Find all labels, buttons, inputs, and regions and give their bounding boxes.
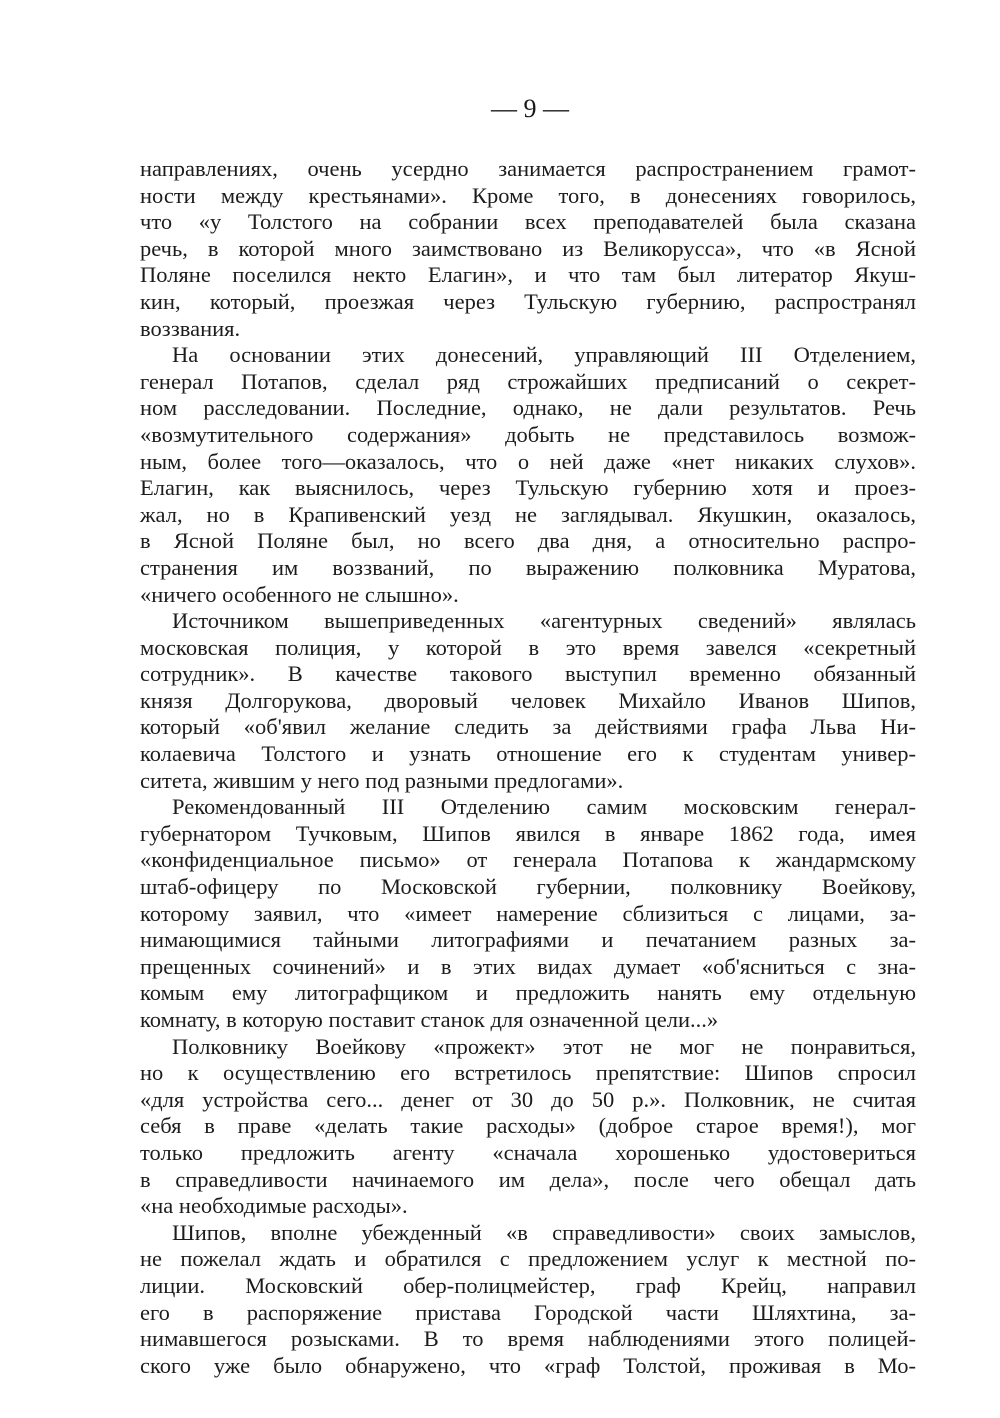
text-line: Рекомендованный III Отделению самим московским генерал-: [172, 794, 916, 820]
text-line: «конфиденциальное письмо» от генерала Потапова к жандармскому: [140, 847, 916, 873]
paragraph: [140, 342, 916, 608]
text-line: ского уже было обнаружено, что «граф Толстой, проживая в Мо-: [140, 1352, 916, 1378]
text-line: «для устройства сего... денег от 30 до 50 р.». Полковник, не считая: [140, 1086, 916, 1112]
paragraph: [140, 608, 916, 794]
text-line: кин, который, проезжая через Тульскую губернию, распространял: [140, 288, 916, 314]
document-body: [140, 156, 916, 1379]
text-line: жал, но в Крапивенский уезд не заглядывал. Якушкин, оказалось,: [140, 501, 916, 527]
text-line: Елагин, как выяснилось, через Тульскую губернию хотя и проез-: [140, 475, 916, 501]
text-line: комнату, в которую поставит станок для означенной цели...»: [140, 1007, 719, 1032]
text-line: прещенных сочинений» и в этих видах думает «об'ясниться с зна-: [140, 953, 916, 979]
text-line: лиции. Московский обер-полицмейстер, граф Крейц, направил: [140, 1272, 916, 1298]
paragraph: [140, 794, 916, 1033]
text-line: которому заявил, что «имеет намерение сблизиться с лицами, за-: [140, 900, 916, 926]
text-line: Поляне поселился некто Елагин», и что там был литератор Якуш-: [140, 262, 916, 288]
text-line: ным, более того—оказалось, что о ней даже «нет никаких слухов».: [140, 448, 916, 474]
text-line: комым ему литографщиком и предложить нанять ему отдельную: [140, 980, 916, 1006]
text-line: странения им воззваний, по выражению полковника Муратова,: [140, 554, 916, 580]
text-line: «возмутительного содержания» добыть не представилось возмож-: [140, 421, 916, 447]
text-line: сотрудник». В качестве такового выступил временно обязанный: [140, 661, 916, 687]
text-line: Шипов, вполне убежденный «в справедливости» своих замыслов,: [172, 1219, 916, 1245]
page-number: — 9 —: [491, 94, 569, 123]
text-line: но к осуществлению его встретилось препятствие: Шипов спросил: [140, 1060, 916, 1086]
text-line: «на необходимые расходы».: [140, 1193, 408, 1219]
text-line: ситета, жившим у него под разными предлогами».: [140, 767, 624, 793]
text-line: колаевича Толстого и узнать отношение его к студентам универ-: [140, 741, 916, 767]
text-line: направлениях, очень усердно занимается распространением грамот-: [140, 156, 916, 181]
text-line: воззвания.: [140, 315, 241, 341]
text-line: речь, в которой много заимствовано из Великорусса», что «в Ясной: [140, 235, 916, 261]
text-line: Полковнику Воейкову «прожект» этот не мог не понравиться,: [172, 1033, 916, 1059]
text-line: нимавшегося розысками. В то время наблюдениями этого полицей-: [140, 1326, 916, 1352]
text-line: его в распоряжение пристава Городской части Шляхтина, за-: [140, 1299, 916, 1325]
text-line: который «об'явил желание следить за действиями графа Льва Ни-: [140, 714, 916, 740]
text-line: губернатором Тучковым, Шипов явился в январе 1862 года, имея: [140, 820, 916, 846]
text-line: что «у Толстого на собрании всех преподавателей была сказана: [140, 209, 916, 235]
paragraph: [140, 1220, 916, 1380]
text-line: только предложить агенту «сначала хорошенько удостовериться: [140, 1139, 916, 1165]
text-line: себя в праве «делать такие расходы» (доброе старое время!), мог: [140, 1113, 916, 1139]
text-line: в справедливости начинаемого им дела», после чего обещал дать: [140, 1166, 916, 1192]
text-line: в Ясной Поляне был, но всего два дня, а относительно распро-: [140, 528, 916, 554]
text-line: князя Долгорукова, дворовый человек Михайло Иванов Шипов,: [140, 687, 916, 713]
text-line: московская полиция, у которой в это время завелся «секретный: [140, 634, 916, 660]
text-line: не пожелал ждать и обратился с предложением услуг к местной по-: [140, 1246, 916, 1272]
paragraph: [140, 1034, 916, 1220]
text-line: нимающимися тайными литографиями и печатанием разных за-: [140, 927, 916, 953]
paragraph: [140, 156, 916, 342]
text-line: генерал Потапов, сделал ряд строжайших предписаний о секрет-: [140, 368, 916, 394]
text-line: штаб-офицеру по Московской губернии, полковнику Воейкову,: [140, 874, 916, 900]
text-line: «ничего особенного не слышно».: [140, 581, 459, 607]
text-line: ности между крестьянами». Кроме того, в донесениях говорилось,: [140, 182, 916, 208]
text-line: Источником вышеприведенных «агентурных сведений» являлась: [172, 608, 916, 634]
text-line: ном расследовании. Последние, однако, не дали результатов. Речь: [140, 395, 916, 421]
text-line: На основании этих донесений, управляющий III Отделением,: [172, 342, 916, 368]
